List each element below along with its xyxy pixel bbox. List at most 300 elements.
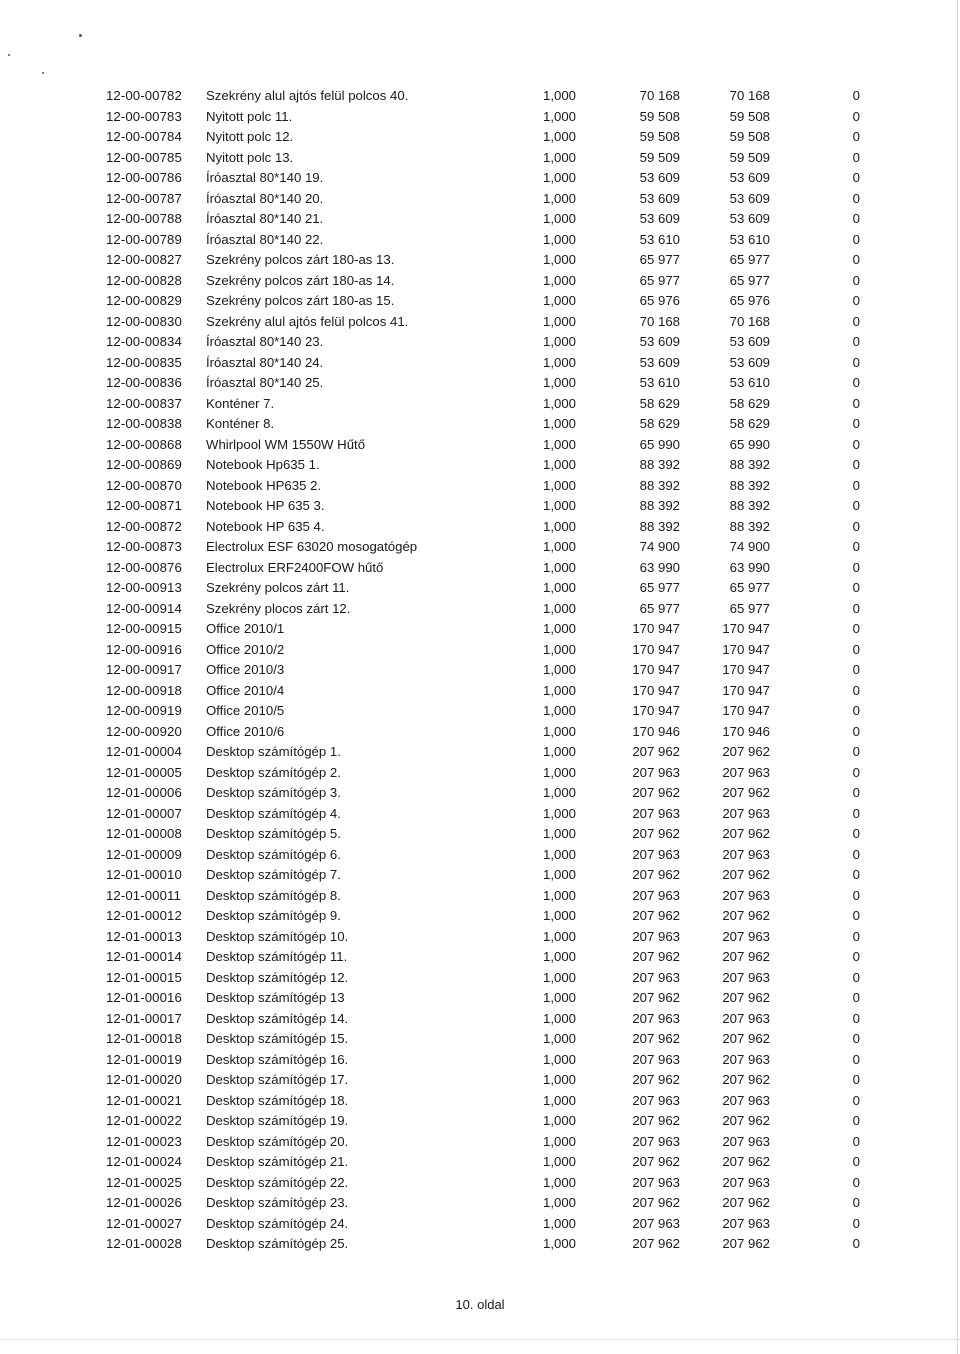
quantity-cell: 1,000 <box>542 354 576 370</box>
table-row <box>100 1193 900 1214</box>
table-row <box>100 1214 900 1235</box>
quantity-cell: 1,000 <box>542 129 576 144</box>
gross-value-cell: 207 962 <box>632 826 680 841</box>
accumulated-value-cell: 65 977 <box>729 580 770 595</box>
asset-code-cell: 12-00-00835 <box>106 354 182 370</box>
quantity-cell: 1,000 <box>542 1113 576 1128</box>
asset-name-cell: Electrolux ERF2400FOW hűtő <box>206 559 384 575</box>
quantity-cell: 1,000 <box>542 313 576 329</box>
table-row <box>100 127 900 148</box>
net-value-cell: 0 <box>852 518 860 534</box>
gross-value-cell: 65 977 <box>639 272 680 288</box>
accumulated-value-cell: 53 609 <box>729 170 770 185</box>
asset-code-cell: 12-00-00869 <box>106 457 182 472</box>
asset-code-cell: 12-00-00916 <box>106 641 182 657</box>
net-value-cell: 0 <box>852 990 860 1005</box>
net-value-cell: 0 <box>852 928 860 944</box>
accumulated-value-cell: 63 990 <box>729 559 770 575</box>
accumulated-value-cell: 207 963 <box>722 1133 770 1149</box>
net-value-cell: 0 <box>852 293 860 308</box>
accumulated-value-cell: 207 963 <box>722 1051 770 1067</box>
asset-code-cell: 12-00-00789 <box>106 231 182 247</box>
table-row <box>100 640 900 661</box>
table-row <box>100 394 900 415</box>
table-row <box>100 332 900 353</box>
gross-value-cell: 207 963 <box>632 969 680 985</box>
asset-name-cell: Desktop számítógép 10. <box>206 928 349 944</box>
table-row <box>100 537 900 558</box>
accumulated-value-cell: 59 509 <box>729 149 770 165</box>
asset-code-cell: 12-00-00834 <box>106 334 182 349</box>
quantity-cell: 1,000 <box>542 539 576 554</box>
asset-code-cell: 12-00-00876 <box>106 559 182 575</box>
accumulated-value-cell: 53 609 <box>729 211 770 226</box>
accumulated-value-cell: 207 962 <box>722 1195 770 1210</box>
accumulated-value-cell: 88 392 <box>729 498 770 513</box>
net-value-cell: 0 <box>852 272 860 288</box>
gross-value-cell: 207 962 <box>632 1031 680 1046</box>
table-row <box>100 312 900 333</box>
asset-code-cell: 12-00-00914 <box>106 600 182 616</box>
gross-value-cell: 207 962 <box>632 949 680 964</box>
quantity-cell: 1,000 <box>542 990 576 1005</box>
quantity-cell: 1,000 <box>542 272 576 288</box>
asset-code-cell: 12-01-00016 <box>106 990 182 1005</box>
table-row <box>100 886 900 907</box>
table-row <box>100 107 900 128</box>
net-value-cell: 0 <box>852 1236 860 1251</box>
net-value-cell: 0 <box>852 1031 860 1046</box>
accumulated-value-cell: 207 962 <box>722 744 770 759</box>
net-value-cell: 0 <box>852 641 860 657</box>
asset-name-cell: Office 2010/6 <box>206 723 285 739</box>
asset-name-cell: Desktop számítógép 14. <box>206 1010 349 1026</box>
accumulated-value-cell: 207 963 <box>722 764 770 780</box>
scan-speck <box>8 54 10 56</box>
asset-name-cell: Office 2010/3 <box>206 662 285 677</box>
gross-value-cell: 207 962 <box>632 1154 680 1169</box>
net-value-cell: 0 <box>852 600 860 616</box>
quantity-cell: 1,000 <box>542 1031 576 1046</box>
quantity-cell: 1,000 <box>542 559 576 575</box>
net-value-cell: 0 <box>852 949 860 964</box>
asset-name-cell: Desktop számítógép 5. <box>206 826 341 841</box>
quantity-cell: 1,000 <box>542 785 576 800</box>
net-value-cell: 0 <box>852 354 860 370</box>
table-row <box>100 947 900 968</box>
asset-code-cell: 12-00-00918 <box>106 682 182 698</box>
asset-name-cell: Desktop számítógép 8. <box>206 887 341 903</box>
asset-name-cell: Notebook HP 635 3. <box>206 498 325 513</box>
quantity-cell: 1,000 <box>542 149 576 165</box>
gross-value-cell: 207 963 <box>632 887 680 903</box>
asset-name-cell: Office 2010/4 <box>206 682 285 698</box>
asset-code-cell: 12-00-00913 <box>106 580 182 595</box>
asset-code-cell: 12-00-00829 <box>106 293 182 308</box>
table-row <box>100 209 900 230</box>
asset-code-cell: 12-01-00014 <box>106 949 182 964</box>
quantity-cell: 1,000 <box>542 293 576 308</box>
accumulated-value-cell: 207 962 <box>722 1113 770 1128</box>
asset-code-cell: 12-01-00005 <box>106 764 182 780</box>
asset-code-cell: 12-01-00015 <box>106 969 182 985</box>
gross-value-cell: 170 946 <box>632 723 680 739</box>
asset-name-cell: Whirlpool WM 1550W Hűtő <box>206 436 366 452</box>
asset-name-cell: Desktop számítógép 25. <box>206 1236 349 1251</box>
asset-name-cell: Notebook HP 635 4. <box>206 518 325 534</box>
asset-name-cell: Íróasztal 80*140 23. <box>206 334 324 349</box>
page-number: 10. oldal <box>455 1297 505 1312</box>
asset-name-cell: Desktop számítógép 2. <box>206 764 341 780</box>
accumulated-value-cell: 70 168 <box>729 88 770 103</box>
asset-name-cell: Desktop számítógép 4. <box>206 805 341 821</box>
asset-name-cell: Desktop számítógép 12. <box>206 969 349 985</box>
quantity-cell: 1,000 <box>542 252 576 267</box>
gross-value-cell: 207 962 <box>632 1236 680 1251</box>
table-row <box>100 1050 900 1071</box>
net-value-cell: 0 <box>852 1174 860 1190</box>
asset-code-cell: 12-01-00006 <box>106 785 182 800</box>
quantity-cell: 1,000 <box>542 1051 576 1067</box>
quantity-cell: 1,000 <box>542 908 576 923</box>
net-value-cell: 0 <box>852 908 860 923</box>
table-row <box>100 681 900 702</box>
net-value-cell: 0 <box>852 785 860 800</box>
gross-value-cell: 170 947 <box>632 682 680 698</box>
net-value-cell: 0 <box>852 621 860 636</box>
asset-code-cell: 12-01-00021 <box>106 1092 182 1108</box>
accumulated-value-cell: 58 629 <box>729 416 770 431</box>
asset-code-cell: 12-00-00871 <box>106 498 182 513</box>
asset-code-cell: 12-01-00019 <box>106 1051 182 1067</box>
asset-name-cell: Desktop számítógép 16. <box>206 1051 349 1067</box>
net-value-cell: 0 <box>852 1072 860 1087</box>
table-row <box>100 86 900 107</box>
accumulated-value-cell: 58 629 <box>729 395 770 411</box>
accumulated-value-cell: 207 962 <box>722 1236 770 1251</box>
net-value-cell: 0 <box>852 252 860 267</box>
quantity-cell: 1,000 <box>542 498 576 513</box>
asset-name-cell: Desktop számítógép 21. <box>206 1154 349 1169</box>
accumulated-value-cell: 65 977 <box>729 252 770 267</box>
net-value-cell: 0 <box>852 395 860 411</box>
accumulated-value-cell: 170 947 <box>722 682 770 698</box>
asset-code-cell: 12-01-00013 <box>106 928 182 944</box>
asset-code-cell: 12-01-00018 <box>106 1031 182 1046</box>
asset-name-cell: Desktop számítógép 13 <box>206 990 345 1005</box>
gross-value-cell: 59 508 <box>639 129 680 144</box>
asset-code-cell: 12-01-00026 <box>106 1195 182 1210</box>
asset-code-cell: 12-01-00027 <box>106 1215 182 1231</box>
accumulated-value-cell: 207 963 <box>722 1092 770 1108</box>
asset-code-cell: 12-00-00915 <box>106 621 182 636</box>
table-row <box>100 968 900 989</box>
net-value-cell: 0 <box>852 1051 860 1067</box>
net-value-cell: 0 <box>852 580 860 595</box>
asset-name-cell: Office 2010/1 <box>206 621 285 636</box>
gross-value-cell: 207 962 <box>632 908 680 923</box>
asset-code-cell: 12-00-00870 <box>106 477 182 493</box>
asset-name-cell: Desktop számítógép 17. <box>206 1072 349 1087</box>
quantity-cell: 1,000 <box>542 928 576 944</box>
asset-code-cell: 12-01-00004 <box>106 744 182 759</box>
asset-name-cell: Íróasztal 80*140 19. <box>206 170 324 185</box>
accumulated-value-cell: 207 962 <box>722 908 770 923</box>
quantity-cell: 1,000 <box>542 621 576 636</box>
asset-name-cell: Desktop számítógép 23. <box>206 1195 349 1210</box>
table-row <box>100 271 900 292</box>
accumulated-value-cell: 170 947 <box>722 641 770 657</box>
table-row <box>100 1234 900 1255</box>
net-value-cell: 0 <box>852 682 860 698</box>
gross-value-cell: 170 947 <box>632 703 680 718</box>
gross-value-cell: 88 392 <box>639 477 680 493</box>
asset-code-cell: 12-01-00025 <box>106 1174 182 1190</box>
table-row <box>100 804 900 825</box>
asset-code-cell: 12-01-00007 <box>106 805 182 821</box>
quantity-cell: 1,000 <box>542 334 576 349</box>
quantity-cell: 1,000 <box>542 723 576 739</box>
net-value-cell: 0 <box>852 498 860 513</box>
net-value-cell: 0 <box>852 457 860 472</box>
asset-name-cell: Notebook Hp635 1. <box>206 457 320 472</box>
gross-value-cell: 207 963 <box>632 1051 680 1067</box>
table-row <box>100 845 900 866</box>
table-row <box>100 1029 900 1050</box>
asset-name-cell: Szekrény polcos zárt 180-as 14. <box>206 272 395 288</box>
asset-name-cell: Desktop számítógép 7. <box>206 867 341 882</box>
gross-value-cell: 207 962 <box>632 1113 680 1128</box>
inventory-table <box>100 86 900 1255</box>
quantity-cell: 1,000 <box>542 805 576 821</box>
table-row <box>100 1132 900 1153</box>
quantity-cell: 1,000 <box>542 969 576 985</box>
asset-code-cell: 12-00-00785 <box>106 149 182 165</box>
accumulated-value-cell: 65 976 <box>729 293 770 308</box>
table-row <box>100 414 900 435</box>
quantity-cell: 1,000 <box>542 1154 576 1169</box>
asset-code-cell: 12-00-00827 <box>106 252 182 267</box>
scan-speck <box>42 72 44 74</box>
asset-name-cell: Office 2010/2 <box>206 641 285 657</box>
asset-code-cell: 12-00-00782 <box>106 88 182 103</box>
asset-name-cell: Desktop számítógép 24. <box>206 1215 349 1231</box>
asset-code-cell: 12-00-00917 <box>106 662 182 677</box>
asset-code-cell: 12-00-00868 <box>106 436 182 452</box>
asset-name-cell: Íróasztal 80*140 22. <box>206 231 324 247</box>
quantity-cell: 1,000 <box>542 518 576 534</box>
accumulated-value-cell: 65 977 <box>729 600 770 616</box>
net-value-cell: 0 <box>852 887 860 903</box>
net-value-cell: 0 <box>852 744 860 759</box>
quantity-cell: 1,000 <box>542 416 576 431</box>
quantity-cell: 1,000 <box>542 170 576 185</box>
gross-value-cell: 88 392 <box>639 457 680 472</box>
net-value-cell: 0 <box>852 1215 860 1231</box>
asset-code-cell: 12-01-00009 <box>106 846 182 862</box>
gross-value-cell: 65 977 <box>639 600 680 616</box>
asset-code-cell: 12-00-00872 <box>106 518 182 534</box>
asset-name-cell: Desktop számítógép 6. <box>206 846 341 862</box>
net-value-cell: 0 <box>852 108 860 124</box>
accumulated-value-cell: 88 392 <box>729 457 770 472</box>
accumulated-value-cell: 170 947 <box>722 703 770 718</box>
gross-value-cell: 53 610 <box>639 231 680 247</box>
asset-name-cell: Szekrény polcos zárt 180-as 15. <box>206 293 395 308</box>
accumulated-value-cell: 207 962 <box>722 826 770 841</box>
asset-name-cell: Desktop számítógép 19. <box>206 1113 349 1128</box>
net-value-cell: 0 <box>852 88 860 103</box>
table-row <box>100 476 900 497</box>
asset-name-cell: Office 2010/5 <box>206 703 285 718</box>
quantity-cell: 1,000 <box>542 1072 576 1087</box>
asset-code-cell: 12-00-00836 <box>106 375 182 390</box>
asset-code-cell: 12-01-00011 <box>106 887 181 903</box>
asset-code-cell: 12-01-00028 <box>106 1236 182 1251</box>
asset-code-cell: 12-00-00830 <box>106 313 182 329</box>
quantity-cell: 1,000 <box>542 395 576 411</box>
net-value-cell: 0 <box>852 313 860 329</box>
table-row <box>100 578 900 599</box>
table-row <box>100 148 900 169</box>
table-row <box>100 230 900 251</box>
net-value-cell: 0 <box>852 539 860 554</box>
accumulated-value-cell: 74 900 <box>729 539 770 554</box>
asset-code-cell: 12-01-00024 <box>106 1154 182 1169</box>
asset-code-cell: 12-00-00784 <box>106 129 182 144</box>
net-value-cell: 0 <box>852 190 860 206</box>
accumulated-value-cell: 207 963 <box>722 1010 770 1026</box>
gross-value-cell: 207 962 <box>632 1195 680 1210</box>
asset-code-cell: 12-00-00873 <box>106 539 182 554</box>
table-row <box>100 1009 900 1030</box>
accumulated-value-cell: 59 508 <box>729 129 770 144</box>
quantity-cell: 1,000 <box>542 231 576 247</box>
table-row <box>100 865 900 886</box>
quantity-cell: 1,000 <box>542 846 576 862</box>
asset-name-cell: Konténer 7. <box>206 395 275 411</box>
accumulated-value-cell: 88 392 <box>729 518 770 534</box>
asset-name-cell: Desktop számítógép 3. <box>206 785 341 800</box>
table-row <box>100 742 900 763</box>
table-row <box>100 824 900 845</box>
quantity-cell: 1,000 <box>542 703 576 718</box>
table-row <box>100 250 900 271</box>
asset-name-cell: Desktop számítógép 18. <box>206 1092 349 1108</box>
accumulated-value-cell: 207 962 <box>722 785 770 800</box>
table-row <box>100 1152 900 1173</box>
accumulated-value-cell: 65 977 <box>729 272 770 288</box>
net-value-cell: 0 <box>852 416 860 431</box>
asset-code-cell: 12-01-00022 <box>106 1113 182 1128</box>
table-row <box>100 1111 900 1132</box>
quantity-cell: 1,000 <box>542 1236 576 1251</box>
asset-name-cell: Nyitott polc 13. <box>206 149 294 165</box>
net-value-cell: 0 <box>852 703 860 718</box>
scan-edge-line <box>957 0 958 1354</box>
asset-code-cell: 12-00-00919 <box>106 703 182 718</box>
table-row <box>100 906 900 927</box>
gross-value-cell: 58 629 <box>639 395 680 411</box>
asset-name-cell: Desktop számítógép 1. <box>206 744 341 759</box>
gross-value-cell: 207 963 <box>632 1215 680 1231</box>
accumulated-value-cell: 207 963 <box>722 887 770 903</box>
table-row <box>100 517 900 538</box>
accumulated-value-cell: 207 963 <box>722 928 770 944</box>
quantity-cell: 1,000 <box>542 1215 576 1231</box>
gross-value-cell: 65 990 <box>639 436 680 452</box>
table-row <box>100 558 900 579</box>
table-row <box>100 619 900 640</box>
accumulated-value-cell: 207 963 <box>722 805 770 821</box>
gross-value-cell: 207 963 <box>632 805 680 821</box>
net-value-cell: 0 <box>852 375 860 390</box>
table-row <box>100 189 900 210</box>
net-value-cell: 0 <box>852 1154 860 1169</box>
gross-value-cell: 207 962 <box>632 1072 680 1087</box>
quantity-cell: 1,000 <box>542 457 576 472</box>
asset-code-cell: 12-01-00010 <box>106 867 182 882</box>
table-row <box>100 373 900 394</box>
gross-value-cell: 207 963 <box>632 1174 680 1190</box>
net-value-cell: 0 <box>852 559 860 575</box>
gross-value-cell: 170 947 <box>632 641 680 657</box>
accumulated-value-cell: 59 508 <box>729 108 770 124</box>
asset-name-cell: Szekrény plocos zárt 12. <box>206 600 351 616</box>
quantity-cell: 1,000 <box>542 1092 576 1108</box>
table-row <box>100 455 900 476</box>
table-row <box>100 168 900 189</box>
asset-code-cell: 12-01-00023 <box>106 1133 182 1149</box>
quantity-cell: 1,000 <box>542 1195 576 1210</box>
accumulated-value-cell: 207 962 <box>722 867 770 882</box>
accumulated-value-cell: 70 168 <box>729 313 770 329</box>
table-row <box>100 927 900 948</box>
net-value-cell: 0 <box>852 436 860 452</box>
asset-name-cell: Desktop számítógép 11. <box>206 949 348 964</box>
quantity-cell: 1,000 <box>542 662 576 677</box>
gross-value-cell: 207 962 <box>632 990 680 1005</box>
asset-name-cell: Szekrény polcos zárt 180-as 13. <box>206 252 395 267</box>
table-row <box>100 988 900 1009</box>
gross-value-cell: 53 609 <box>639 170 680 185</box>
table-row <box>100 1173 900 1194</box>
quantity-cell: 1,000 <box>542 949 576 964</box>
gross-value-cell: 70 168 <box>639 313 680 329</box>
accumulated-value-cell: 207 962 <box>722 990 770 1005</box>
accumulated-value-cell: 170 947 <box>722 662 770 677</box>
gross-value-cell: 207 963 <box>632 928 680 944</box>
gross-value-cell: 170 947 <box>632 621 680 636</box>
table-row <box>100 599 900 620</box>
accumulated-value-cell: 207 963 <box>722 1174 770 1190</box>
gross-value-cell: 207 963 <box>632 1092 680 1108</box>
gross-value-cell: 65 977 <box>639 580 680 595</box>
accumulated-value-cell: 170 947 <box>722 621 770 636</box>
gross-value-cell: 53 609 <box>639 354 680 370</box>
quantity-cell: 1,000 <box>542 826 576 841</box>
asset-name-cell: Nyitott polc 12. <box>206 129 294 144</box>
net-value-cell: 0 <box>852 1010 860 1026</box>
asset-name-cell: Íróasztal 80*140 25. <box>206 375 324 390</box>
table-row <box>100 291 900 312</box>
quantity-cell: 1,000 <box>542 641 576 657</box>
table-row <box>100 353 900 374</box>
accumulated-value-cell: 53 609 <box>729 190 770 206</box>
accumulated-value-cell: 207 963 <box>722 846 770 862</box>
gross-value-cell: 63 990 <box>639 559 680 575</box>
gross-value-cell: 70 168 <box>639 88 680 103</box>
